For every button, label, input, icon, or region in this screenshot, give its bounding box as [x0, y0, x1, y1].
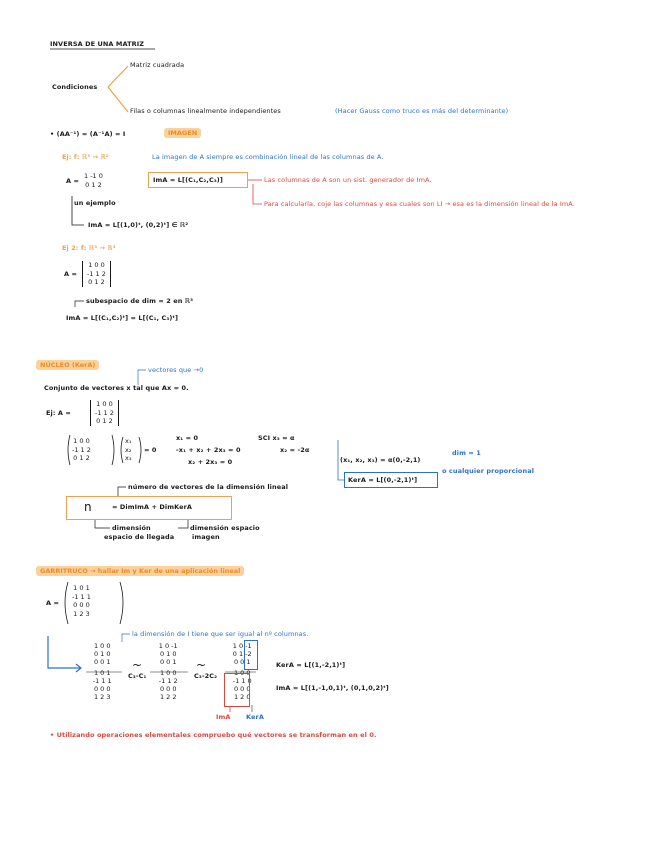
reduction-row: 1 0 -1 [232, 642, 252, 650]
reduction-row: -1 1 1 [92, 677, 112, 685]
system-matrix-row: -1 1 2 [72, 445, 91, 454]
example-2-label: Ej 2: f: ℝ³ → ℝ³ [62, 244, 116, 252]
reduction-row: 1 2 3 [93, 693, 111, 701]
reduction-row: 1 0 1 [93, 669, 111, 677]
reduction-row: 0 0 0 [159, 685, 177, 693]
subspace-note: subespacio de dim = 2 en ℝ³ [86, 297, 194, 305]
column-op-2: C₃-2C₂ [194, 672, 218, 680]
condition-independent: Filas o columnas linealmente independientes [130, 107, 281, 115]
matrix-a2-row: 0 1 2 [88, 278, 105, 286]
columns-li-note: Para calcularla, coje las columnas y esa cuales son LI → esa es la dimensión lineal de la ImA. [264, 200, 575, 208]
kera-label: KerA [246, 713, 264, 721]
kernel-matrix [90, 400, 119, 426]
reduction-row: -1 1 2 [158, 677, 178, 685]
matrix-a1-row: 1 -1 0 [84, 172, 103, 180]
rank-nullity-formula: = DimImA + DimKerA [112, 503, 193, 511]
unknown: x₂ [125, 445, 132, 454]
image-combination-note: La imagen de A siempre es combinación lineal de las columnas de A. [152, 153, 384, 161]
reduction-row: -1 1 0 [232, 677, 252, 685]
system-matrix-row: 0 1 2 [73, 454, 90, 462]
vectors-to-zero-note: vectores que →0 [148, 366, 204, 374]
unknown: x₃ [125, 454, 132, 462]
reduction-row: 1 2 0 [233, 693, 251, 701]
example-1-label: Ej: f: ℝ³ → ℝ² [62, 153, 109, 161]
condition-square: Matriz cuadrada [130, 61, 185, 69]
dimension-identity-note: la dimensión de I tiene que ser igual al nº columnas. [132, 630, 309, 638]
kernel-definition: Conjunto de vectores x tal que Ax = 0. [44, 384, 189, 392]
kera-result: KerA = L[(0,-2,1)ᵗ] [348, 476, 418, 484]
matrix-a1 [84, 172, 103, 189]
ima-label: ImA [216, 713, 231, 721]
equation-3: x₂ + 2x₃ = 0 [188, 458, 233, 466]
solution-x2: x₂ = -2α [280, 446, 310, 454]
kera-column-box [244, 640, 258, 670]
imagen-heading: IMAGEN [164, 128, 201, 138]
any-proportional: o cualquier proporcional [442, 467, 535, 475]
reduction-row: 1 0 -1 [158, 642, 178, 650]
system-matrix-row: 1 0 0 [73, 437, 90, 445]
image-note: imagen [192, 533, 220, 541]
condition-note: (Hacer Gauss como truco es más del determinante) [335, 107, 509, 115]
reduction-row: 0 0 1 [159, 658, 177, 666]
equals-zero: = 0 [144, 446, 157, 454]
reduction-matrix-1 [86, 642, 119, 701]
matrix-a1-row: 0 1 2 [85, 180, 102, 189]
garrituco-matrix-row: 1 0 1 [73, 584, 90, 592]
garrituco-matrix-label: A = [46, 599, 60, 607]
footnote: • Utilizando operaciones elementales compruebo qué vectores se transforman en el 0. [50, 731, 377, 739]
garrituco-heading: GARRITRUCO → hallar Im y Ker de una aplicación lineal [36, 566, 244, 576]
equation-1: x₁ = 0 [176, 434, 199, 442]
inverse-property: • (AA⁻¹) = (A⁻¹A) = I [50, 130, 126, 138]
columns-generator-note: Las columnas de A son un sist. generador de ImA. [264, 176, 432, 184]
garrituco-matrix-row: 1 2 3 [73, 609, 90, 618]
kernel-example-label: Ej: A = [46, 409, 71, 417]
arrival-space-note: espacio de llegada [104, 533, 175, 541]
nucleo-heading: NÚCLEO (KerA) [36, 360, 99, 370]
kernel-matrix-row: 1 0 0 [96, 400, 113, 408]
matrix-a2 [82, 261, 111, 287]
matrix-a1-label: A = [66, 177, 80, 185]
garrituco-ima: ImA = L[(1,-1,0,1)ᵗ, (0,1,0,2)ᵗ] [276, 684, 389, 692]
reduction-row: 0 0 1 [233, 658, 251, 666]
kera-dim: dim = 1 [452, 449, 481, 457]
ima-generator: ImA = L[(C₁,C₂,C₃)] [153, 176, 223, 184]
kernel-matrix-row: -1 1 2 [95, 408, 114, 417]
matrix-a2-row: 1 0 0 [88, 261, 105, 269]
vector-form: (x₁, x₂, x₃) = α(0,-2,1) [340, 456, 421, 464]
example-label: un ejemplo [74, 199, 116, 207]
garrituco-kera: KerA = L[(1,-2,1)ᵗ] [276, 661, 346, 669]
reduction-row: 0 1 0 [93, 650, 111, 658]
reduction-row: 0 0 0 [93, 685, 111, 693]
n-label: n [84, 500, 92, 514]
reduction-row: 1 2 2 [159, 693, 177, 701]
ima-example: ImA = L[(1,0)ᵗ, (0,2)ᵗ] ∈ ℝ² [88, 221, 189, 229]
conditions-label: Condiciones [52, 83, 98, 91]
matrix-a2-row: -1 1 2 [87, 269, 106, 278]
reduction-row: 1 0 0 [233, 669, 251, 677]
dimension-top-note: número de vectores de la dimensión lineal [128, 483, 289, 491]
reduction-row: 0 0 1 [93, 658, 111, 666]
reduction-row: 0 1 -2 [232, 650, 252, 658]
reduction-row: 0 0 0 [233, 685, 251, 693]
kernel-matrix-row: 0 1 2 [96, 417, 113, 425]
matrix-a2-label: A = [64, 270, 78, 278]
garrituco-matrix [72, 584, 91, 618]
ima-columns-box [224, 673, 250, 707]
solution-sci: SCI x₃ = α [258, 434, 295, 442]
dimension-note: dimensión [112, 524, 151, 532]
reduction-row: 1 0 0 [93, 642, 111, 650]
unknowns-vector [125, 437, 131, 463]
equivalence-symbol: ~ [196, 658, 207, 672]
image-dim-note: dimensión espacio [190, 524, 260, 532]
ima-2: ImA = L[(C₁,C₂)ᵗ] = L[(C₁, C₃)ᵗ] [66, 314, 179, 322]
garrituco-matrix-row: 0 0 0 [73, 601, 90, 609]
reduction-row: 0 1 0 [159, 650, 177, 658]
unknown: x₁ [125, 437, 132, 445]
equation-2: -x₁ + x₂ + 2x₃ = 0 [176, 446, 241, 454]
page-title: INVERSA DE UNA MATRIZ [50, 40, 145, 48]
system-matrix [72, 437, 91, 463]
reduction-matrix-2 [152, 642, 185, 701]
column-op-1: C₃-C₁ [128, 672, 147, 680]
reduction-row: 1 0 0 [159, 669, 177, 677]
garrituco-matrix-row: -1 1 1 [72, 592, 91, 601]
equivalence-symbol: ~ [132, 658, 143, 672]
